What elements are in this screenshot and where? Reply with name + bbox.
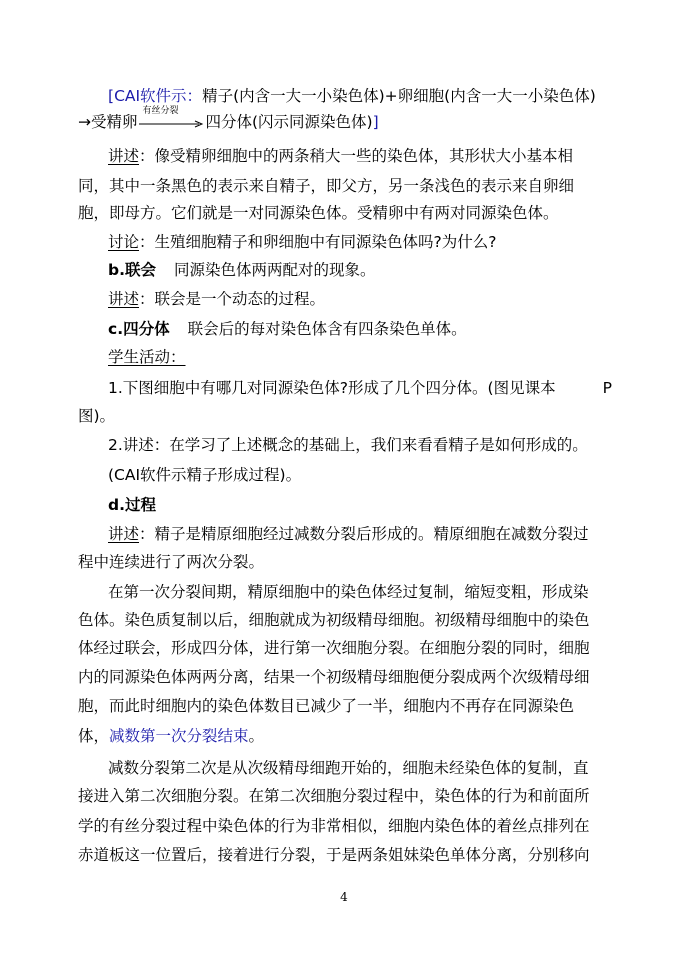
paragraph-7-line-1: [108, 377, 612, 399]
text-p: P: [602, 379, 612, 397]
paragraph-3: [108, 259, 610, 281]
paragraph-11-line-2: 色体。染色质复制以后，细胞就成为初级精母细胞。初级精母细胞中的染色: [78, 611, 590, 629]
label-taolun: 讨论: [108, 233, 140, 251]
paragraph-12-line-4: 赤道板这一位置后，接着进行分裂，于是两条姐妹染色单体分离，分别移向: [78, 846, 590, 864]
paragraph-6: [108, 346, 610, 368]
bracket-open: [: [108, 87, 115, 105]
heading-lianhui: b.联会: [108, 261, 156, 279]
heading-sifenti: c.四分体: [108, 320, 170, 338]
cai-label: CAI软件示：: [114, 87, 203, 105]
label-xuesheng-huodong: 学生活动：: [108, 348, 186, 366]
paragraph-10-line-2: 程中连续进行了两次分裂。: [78, 553, 265, 571]
cai-text: 精子(内含一大一小染色体)+卵细胞(内含一大一小染色体): [202, 87, 596, 105]
paragraph-1-line-3: 胞，即母方。它们就是一对同源染色体。受精卵中有两对同源染色体。: [78, 204, 559, 222]
page-number: 4: [340, 890, 348, 904]
paragraph-5: [108, 318, 610, 340]
paragraph-2: [108, 231, 610, 253]
paragraph-1-line-1: [108, 145, 610, 167]
paragraph-12-line-2: 接进入第二次细胞分裂。在第二次细胞分裂过程中，染色体的行为和前面所: [78, 787, 590, 805]
paragraph-12-line-1: 减数分裂第二次是从次级精母细跑开始的，细胞未经染色体的复制，直: [108, 759, 589, 777]
paragraph-11-line-5: 胞，而此时细胞内的染色体数目已减少了一半，细胞内不再存在同源染色: [78, 697, 575, 715]
paragraph-11-line-3: 体经过联会，形成四分体，进行第一次细胞分裂。在细胞分裂的同时，细胞: [78, 639, 590, 657]
paragraph-1-line-2: 同，其中一条黑色的表示来自精子，即父方，另一条浅色的表示来自卵细: [78, 177, 575, 195]
cai-line-1: [108, 85, 610, 107]
arrow-prefix: →受精卵: [78, 113, 138, 131]
paragraph-4: [108, 288, 610, 310]
text: ：精子是精原细胞经过减数分裂后形成的。精原细胞在减数分裂过: [139, 525, 589, 543]
bracket-close: ]: [372, 113, 379, 131]
text: (CAI软件示精子形成过程)。: [108, 466, 302, 484]
text: ：像受精卵细胞中的两条稍大一些的染色体，其形状大小基本相: [139, 147, 574, 165]
paragraph-8-line-1: 2.讲述：在学习了上述概念的基础上，我们来看看精子是如何形成的。: [108, 436, 588, 454]
reaction-arrow: [139, 105, 205, 131]
label-jiangshu-2: 讲述: [108, 290, 140, 308]
cai-line-2: [78, 105, 580, 133]
text: 同源染色体两两配对的现象。: [173, 261, 376, 279]
label-jiangshu-3: 讲述: [108, 525, 140, 543]
text: ：生殖细胞精子和卵细胞中有同源染色体吗?为什么?: [139, 233, 497, 251]
text: 1.下图细胞中有哪几对同源染色体?形成了几个四分体。(图见课本: [108, 379, 556, 397]
arrow-icon: [139, 120, 205, 128]
paragraph-11-line-1: 在第一次分裂间期，精原细胞中的染色体经过复制，缩短变粗，形成染: [108, 583, 589, 601]
heading-guocheng: d.过程: [108, 496, 156, 514]
text: 联会后的每对染色体含有四条染色单体。: [187, 320, 467, 338]
paragraph-11-line-6: [78, 725, 580, 747]
text: 。: [248, 727, 265, 745]
label-jiangshu: 讲述: [108, 147, 140, 165]
paragraph-12-line-3: 学的有丝分裂过程中染色体的行为非常相似，细胞内染色体的着丝点排列在: [78, 817, 590, 835]
paragraph-8-line-2: [108, 464, 610, 486]
paragraph-7-line-2: 图)。: [78, 407, 116, 425]
arrow-label: 有丝分裂: [142, 105, 179, 116]
paragraph-11-line-4: 内的同源染色体两两分离，结果一个初级精母细胞便分裂成两个次级精母细: [78, 668, 590, 686]
highlight-text: 减数第一次分裂结束: [109, 727, 249, 745]
text: 体，: [78, 727, 110, 745]
paragraph-10-line-1: [108, 523, 610, 545]
text: ：联会是一个动态的过程。: [139, 290, 326, 308]
after-arrow: 四分体(闪示同源染色体): [205, 113, 373, 131]
paragraph-9: [108, 494, 610, 516]
